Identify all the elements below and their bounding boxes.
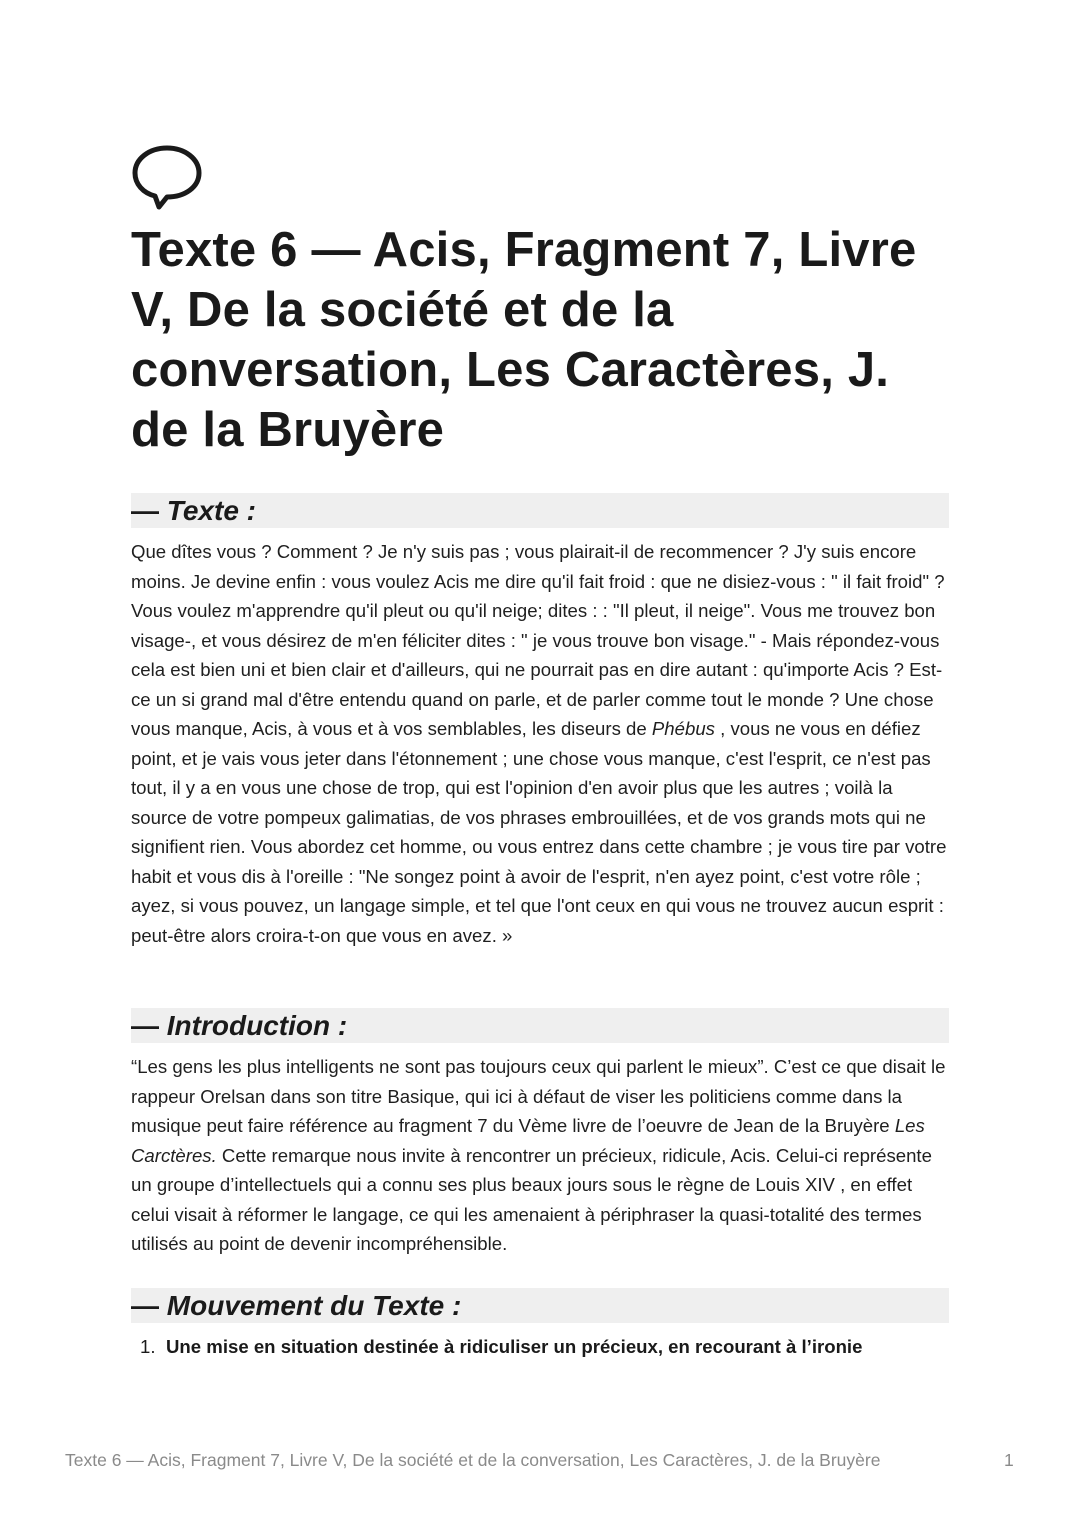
footer-title: Texte 6 — Acis, Fragment 7, Livre V, De la société et de la conversation, Les Caractères, J. de la Bruyère bbox=[65, 1450, 881, 1470]
texte-paragraph-part2: , vous ne vous en défiez point, et je vais vous jeter dans l'étonnement ; une chose vous manque, c'est l'esprit, ce n'est pas tout, il y a en vous une chose de trop, qui est l'opinion d'en avoir plus que les autres ; voilà la source de votre pompeux galimatias, de vos phrases embrouillées, et de vos grands mots qui ne signifient rien. Vous abordez cet homme, ou vous entrez dans cette chambre ; je vous tire par votre habit et vous dis à l'oreille : "Ne songez point à avoir de l'esprit, n'en ayez point, c'est votre rôle ; ayez, si vous pouvez, un langage simple, et tel que l'ont ceux en qui vous ne trouvez aucun esprit : peut-être alors croira-t-on que vous en avez. » bbox=[131, 718, 947, 946]
list-item bbox=[140, 1334, 940, 1360]
introduction-paragraph-part1: “Les gens les plus intelligents ne sont pas toujours ceux qui parlent le mieux”. C’est ce que disait le rappeur Orelsan dans son titre Basique, qui ici à défaut de viser les politiciens comme dans la musique peut faire référence au fragment 7 du Vème livre de l’oeuvre de Jean de la Bruyère bbox=[131, 1056, 946, 1136]
section-heading-introduction bbox=[131, 1008, 949, 1043]
texte-paragraph bbox=[131, 537, 949, 950]
speech-bubble-icon bbox=[131, 144, 203, 210]
heading-dash: — bbox=[131, 495, 167, 526]
heading-dash: — bbox=[131, 1010, 167, 1041]
list-item-number: 1. bbox=[140, 1336, 156, 1357]
list-item-text: Une mise en situation destinée à ridiculiser un précieux, en recourant à l’ironie bbox=[166, 1336, 863, 1357]
texte-paragraph-part1: Que dîtes vous ? Comment ? Je n'y suis pas ; vous plairait-il de recommencer ? J'y suis encore moins. Je devine enfin : vous voulez Acis me dire qu'il fait froid : que ne disiez-vous : " il fait froid" ? Vous voulez m'apprendre qu'il pleut ou qu'il neige; dites : : "Il pleut, il neige". Vous me trouvez bon visage-, et vous désirez de m'en féliciter dites : " je vous trouve bon visage." - Mais répondez-vous cela est bien uni et bien clair et d'ailleurs, qui ne pourrait pas en dire autant : qu'importe Acis ? Est-ce un si grand mal d'être entendu quand on parle, et de parler comme tout le monde ? Une chose vous manque, Acis, à vous et à vos semblables, les diseurs de bbox=[131, 541, 945, 739]
heading-label: Introduction : bbox=[166, 1010, 348, 1041]
introduction-paragraph-italic: Les Carctères. bbox=[131, 1115, 925, 1166]
introduction-paragraph bbox=[131, 1052, 949, 1259]
introduction-paragraph-part2: Cette remarque nous invite à rencontrer un précieux, ridicule, Acis. Celui-ci représente un groupe d’intellectuels qui a connu ses plus beaux jours sous le règne de Louis XIV , en effet celui visait à réformer le langage, ce qui les amenaient à périphraser la quasi-totalité des termes utilisés au point de devenir incompréhensible. bbox=[131, 1144, 932, 1254]
texte-paragraph-italic: Phébus bbox=[651, 718, 715, 739]
heading-label: Mouvement du Texte : bbox=[166, 1290, 462, 1321]
heading-label: Texte : bbox=[166, 495, 256, 526]
page-number: 1 bbox=[1004, 1450, 1014, 1470]
section-heading-mouvement bbox=[131, 1288, 949, 1323]
document-title: Texte 6 — Acis, Fragment 7, Livre V, De la société et de la conversation, Les Caractères, J. de la Bruyère bbox=[131, 223, 917, 457]
section-heading-texte bbox=[131, 493, 949, 528]
heading-dash: — bbox=[131, 1290, 167, 1321]
